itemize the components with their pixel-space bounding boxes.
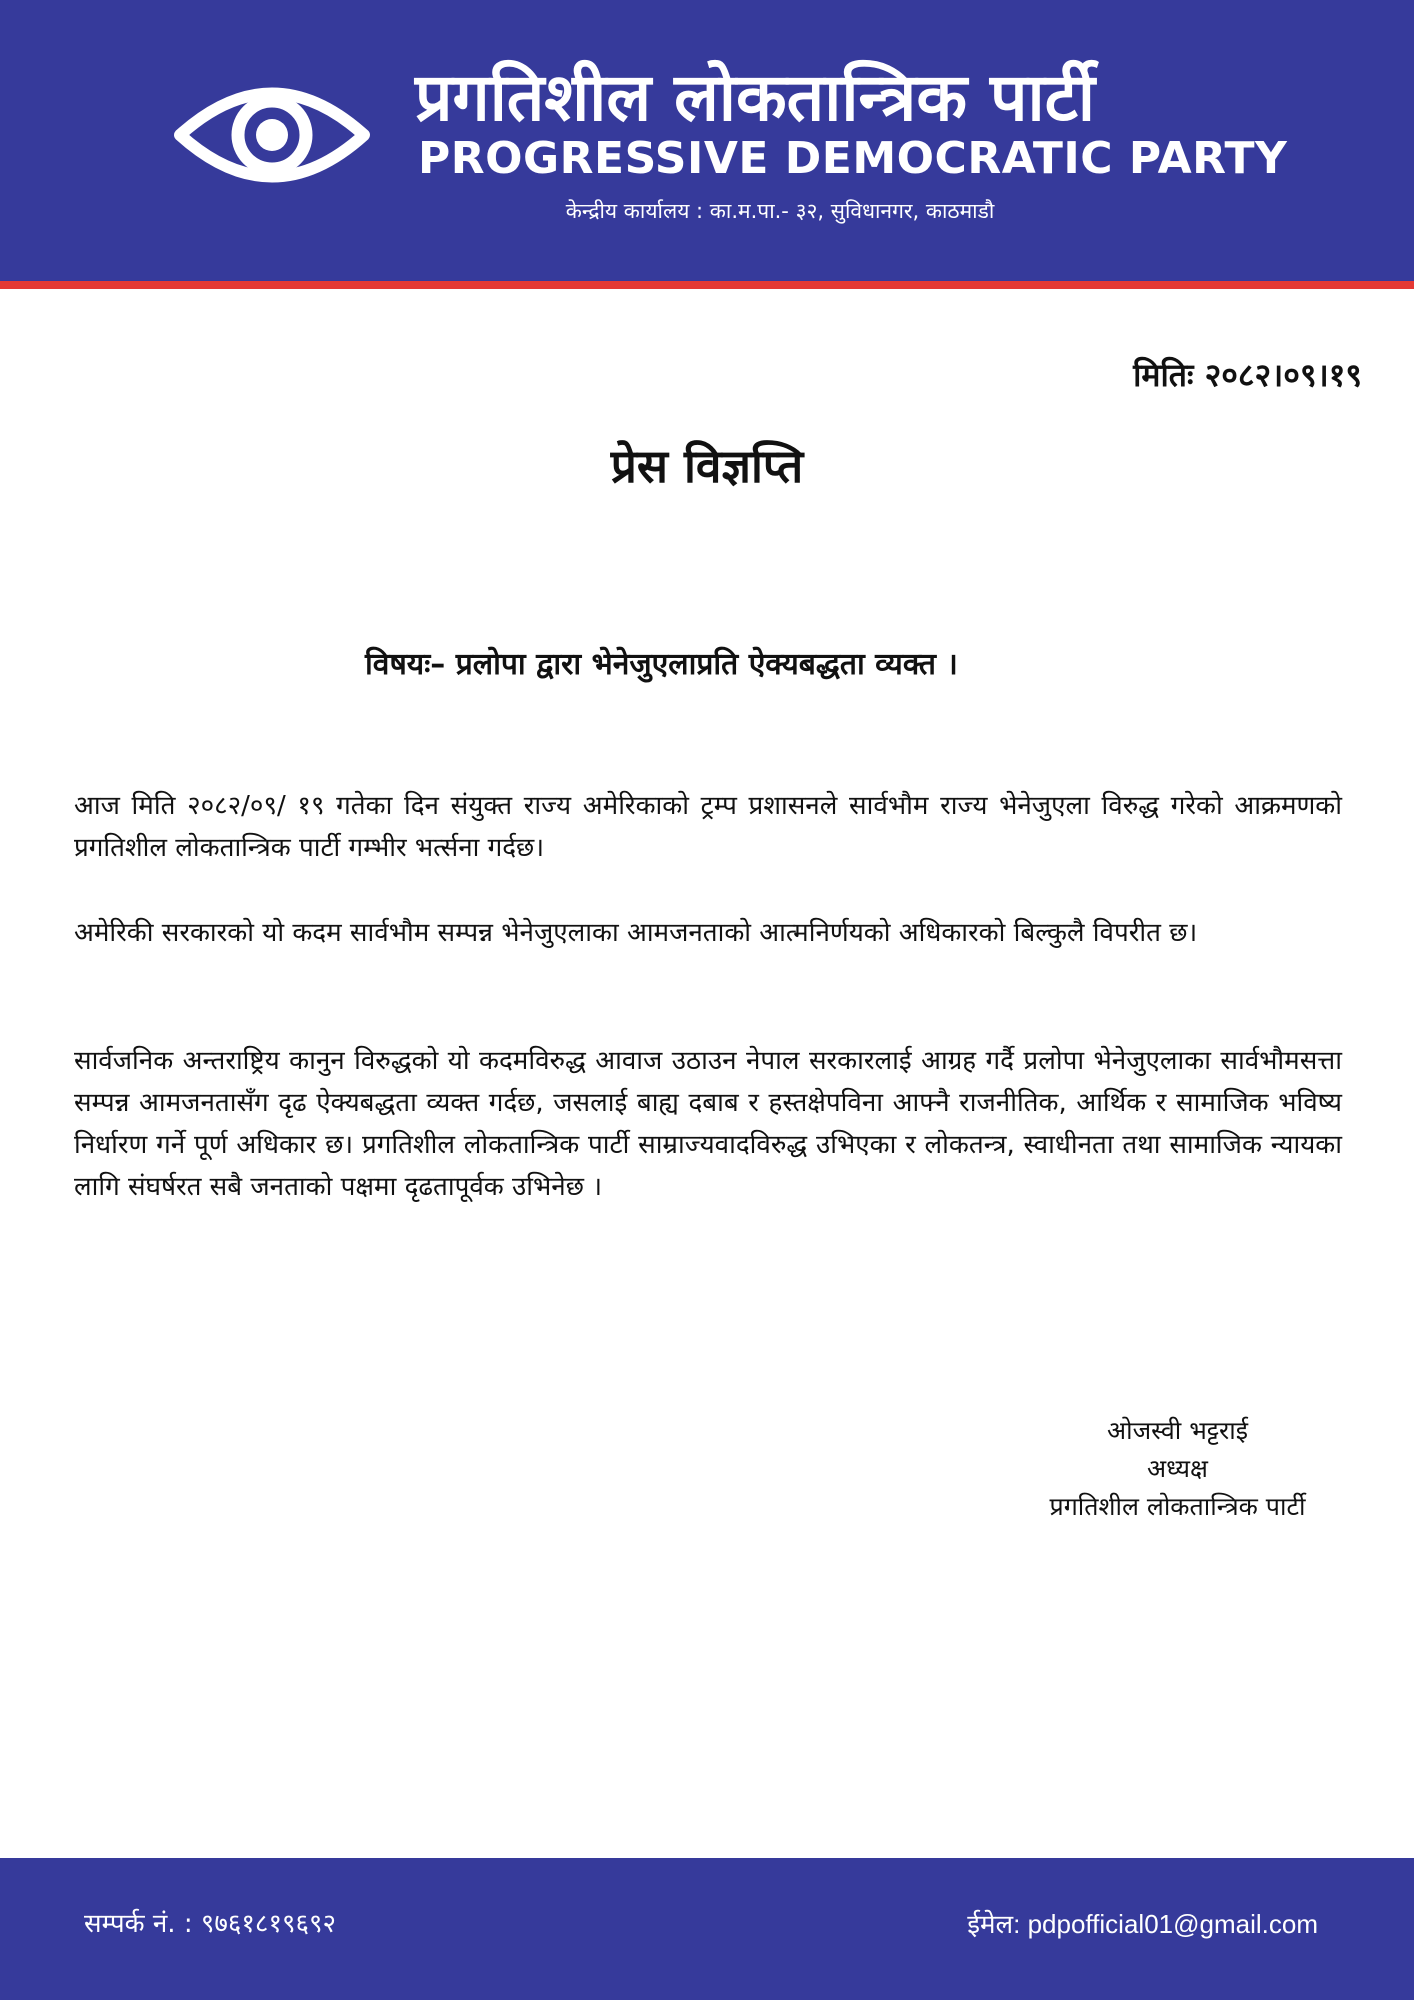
document-date: मितिः २०८२।०९।१९: [1133, 356, 1362, 394]
office-address: केन्द्रीय कार्यालय : का.म.पा.- ३२, सुविधानगर, काठमाडौ: [565, 199, 995, 223]
party-name-english: PROGRESSIVE DEMOCRATIC PARTY: [418, 133, 1288, 184]
party-name-nepali: प्रगतिशील लोकतान्त्रिक पार्टी: [415, 59, 1095, 136]
document-subject: विषयः– प्रलोपा द्वारा भेनेजुएलाप्रति ऐक्यबद्धता व्यक्त ।: [365, 647, 958, 682]
contact-email: ईमेल: pdpofficial01@gmail.com: [967, 1909, 1318, 1939]
signature-block: [1000, 1412, 1355, 1526]
body-paragraph-3: सार्वजनिक अन्तराष्ट्रिय कानुन विरुद्धको यो कदमविरुद्ध आवाज उठाउन नेपाल सरकारलाई आग्रह गर्दै प्रलोपा भेनेजुएलाका सार्वभौमसत्ता सम्पन्न आमजनतासँग दृढ ऐक्यबद्धता व्यक्त गर्दछ, जसलाई बाह्य दबाब र हस्तक्षेपविना आफ्नै राजनीतिक, आर्थिक र सामाजिक भविष्य निर्धारण गर्ने पूर्ण अधिकार छ। प्रगतिशील लोकतान्त्रिक पार्टी साम्राज्यवादविरुद्ध उभिएका र लोकतन्त्र, स्वाधीनता तथा सामाजिक न्यायका लागि संघर्षरत सबै जनताको पक्षमा दृढतापूर्वक उभिनेछ ।: [74, 1046, 1342, 1202]
body-paragraph-1: आज मिति २०८२/०९/ १९ गतेका दिन संयुक्त राज्य अमेरिकाको ट्रम्प प्रशासनले सार्वभौम राज्य भेनेजुएला विरुद्ध गरेको आक्रमणको प्रगतिशील लोकतान्त्रिक पार्टी गम्भीर भर्त्सना गर्दछ।: [74, 791, 1342, 863]
header-red-stripe: [0, 281, 1414, 289]
signatory-name: ओजस्वी भट्टराई: [1107, 1416, 1248, 1445]
contact-number: सम्पर्क नं. : ९७६१८१९६९२: [84, 1909, 337, 1939]
body-paragraph-2: अमेरिकी सरकारको यो कदम सार्वभौम सम्पन्न भेनेजुएलाका आमजनताको आत्मनिर्णयको अधिकारको बिल्कुलै विपरीत छ।: [74, 918, 1198, 948]
eye-icon: [172, 70, 372, 200]
signatory-organization: प्रगतिशील लोकतान्त्रिक पार्टी: [1049, 1492, 1306, 1521]
document-title: प्रेस विज्ञप्ति: [610, 439, 804, 493]
signatory-position: अध्यक्ष: [1147, 1454, 1208, 1483]
